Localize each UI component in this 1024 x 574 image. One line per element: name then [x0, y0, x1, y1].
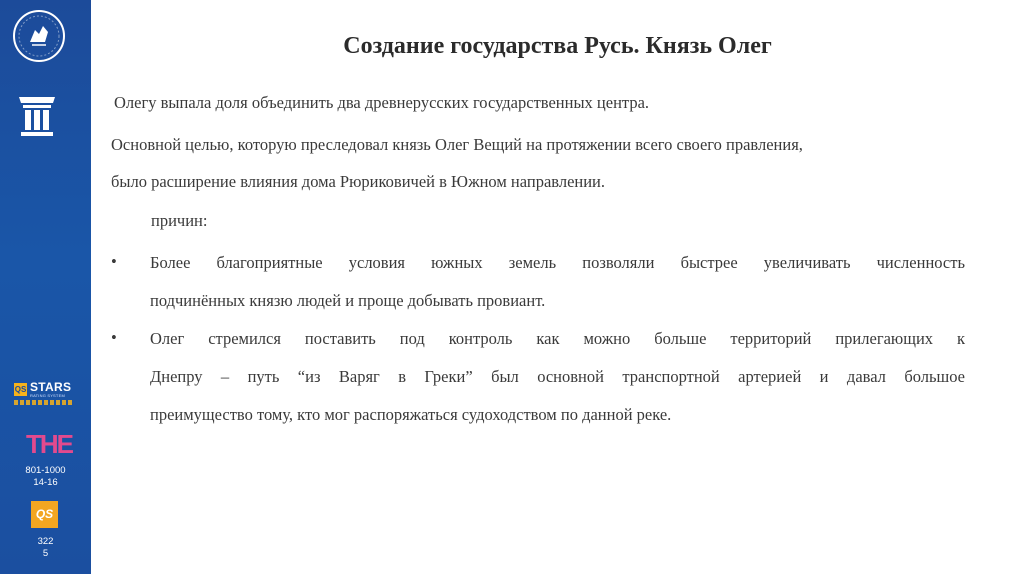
- stars-sublabel: RATING SYSTEM: [30, 393, 65, 398]
- qs-rank-line2: 5: [42, 548, 49, 559]
- the-rank-line2: 14-16: [33, 477, 58, 488]
- stars-label: STARS: [30, 380, 72, 394]
- bullet-line: преимущество тому, кто мог распоряжаться судоходством по данной реке.: [150, 405, 672, 424]
- slide-title: Создание государства Русь. Князь Олег: [343, 33, 772, 59]
- slide-content: [91, 0, 1024, 574]
- reasons-label: причин:: [151, 211, 208, 230]
- bullet-line: подчинённых князю людей и проще добывать провиант.: [150, 291, 546, 310]
- bullet-text: [150, 244, 965, 320]
- bullet-marker: •: [111, 328, 117, 347]
- university-emblem-logo: [13, 10, 65, 62]
- anniversary-column-icon: [17, 95, 57, 137]
- bullet-line: Более благоприятные условия южных земель позволяли быстрее увеличивать численность: [150, 253, 965, 272]
- stars-rating-bar: [14, 400, 74, 405]
- paragraph-main-line2: было расширение влияния дома Рюриковичей в Южном направлении.: [111, 172, 606, 191]
- qs-ranking-logo: QS: [31, 501, 58, 528]
- the-ranking-logo: THE: [26, 429, 72, 459]
- qs-rank-line1: 322: [37, 536, 54, 547]
- bullet-line: Олег стремился поставить под контроль как можно больше территорий прилегающих к: [150, 329, 965, 348]
- the-rank-line1: 801-1000: [25, 465, 66, 476]
- bullet-line: Днепру – путь “из Варяг в Греки” был основной транспортной артерией и давал большое: [150, 367, 965, 386]
- qs-stars-mark: QS: [14, 385, 27, 394]
- griffin-icon: [15, 12, 63, 60]
- bullet-marker: •: [111, 252, 117, 271]
- sidebar: [0, 0, 91, 574]
- paragraph-main-line1: Основной целью, которую преследовал князь Олег Вещий на протяжении всего своего правления,: [111, 135, 803, 154]
- paragraph-intro: Олегу выпала доля объединить два древнерусских государственных центра.: [114, 93, 650, 112]
- bullet-text: [150, 320, 965, 434]
- qs-stars-badge: [14, 380, 76, 406]
